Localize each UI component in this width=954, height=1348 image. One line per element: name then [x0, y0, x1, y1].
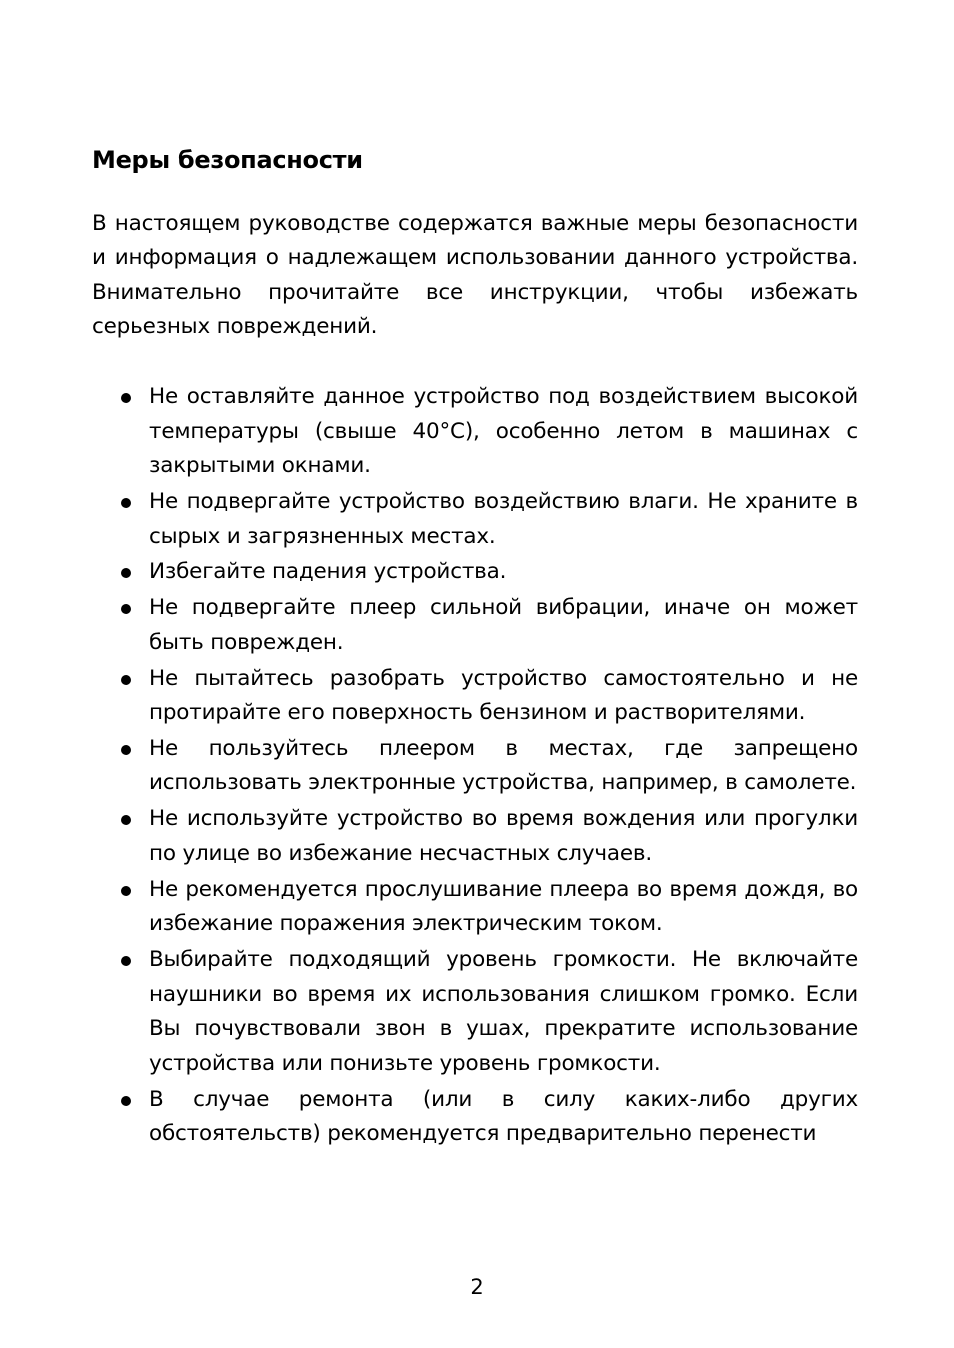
list-item-text: В случае ремонта (или в силу каких-либо других обстоятельств) рекомендуется предварительно перенести — [149, 1086, 858, 1147]
list-item-text: Не оставляйте данное устройство под воздействием высокой температуры (свыше 40°C), особенно летом в машинах с закрытыми окнами. — [149, 384, 858, 479]
bullet-icon — [121, 498, 131, 508]
list-item-text: Не подвергайте плеер сильной вибрации, иначе он может быть поврежден. — [149, 595, 858, 655]
list-item-text: Избегайте падения устройства. — [149, 559, 507, 585]
intro-paragraph: В настоящем руководстве содержатся важные меры безопасности и информация о надлежащем использовании данного устройства. Внимательно прочитайте все инструкции, чтобы избежать серьезных повреждений. — [92, 211, 858, 340]
list-item-text: Не рекомендуется прослушивание плеера во время дождя, во избежание поражения электрическим током. — [149, 876, 858, 937]
bullet-icon — [121, 604, 131, 614]
list-item — [149, 943, 858, 1081]
bullet-icon — [121, 393, 131, 403]
list-item — [149, 591, 858, 660]
list-item-text: Не подвергайте устройство воздействию влаги. Не храните в сырых и загрязненных местах. — [149, 488, 858, 549]
list-item — [149, 380, 858, 484]
bullet-icon — [121, 886, 131, 896]
list-item — [149, 555, 858, 590]
bullet-icon — [121, 815, 131, 825]
bullet-icon — [121, 956, 131, 966]
list-item-text: Не пытайтесь разобрать устройство самостоятельно и не протирайте его поверхность бензином и растворителями. — [149, 665, 858, 726]
list-item-text: Выбирайте подходящий уровень громкости. Не включайте наушники во время их использования слишком громко. Если Вы почувствовали звон в ушах, прекратите использование устройства или понизьте уровень громкости. — [149, 947, 858, 1076]
page-title: Меры безопасности — [92, 146, 363, 174]
list-item-text: Не пользуйтесь плеером в местах, где запрещено использовать электронные устройства, например, в самолете. — [149, 735, 858, 796]
list-item — [149, 802, 858, 871]
list-item — [149, 485, 858, 554]
bullet-icon — [121, 568, 131, 578]
page-number: 2 — [470, 1275, 484, 1299]
bullet-icon — [121, 1096, 131, 1106]
bullet-icon — [121, 675, 131, 685]
safety-list — [149, 380, 858, 1153]
list-item — [149, 1083, 858, 1152]
list-item — [149, 732, 858, 801]
bullet-icon — [121, 745, 131, 755]
list-item — [149, 662, 858, 731]
list-item — [149, 873, 858, 942]
list-item-text: Не используйте устройство во время вождения или прогулки по улице во избежание несчастных случаев. — [149, 806, 858, 866]
